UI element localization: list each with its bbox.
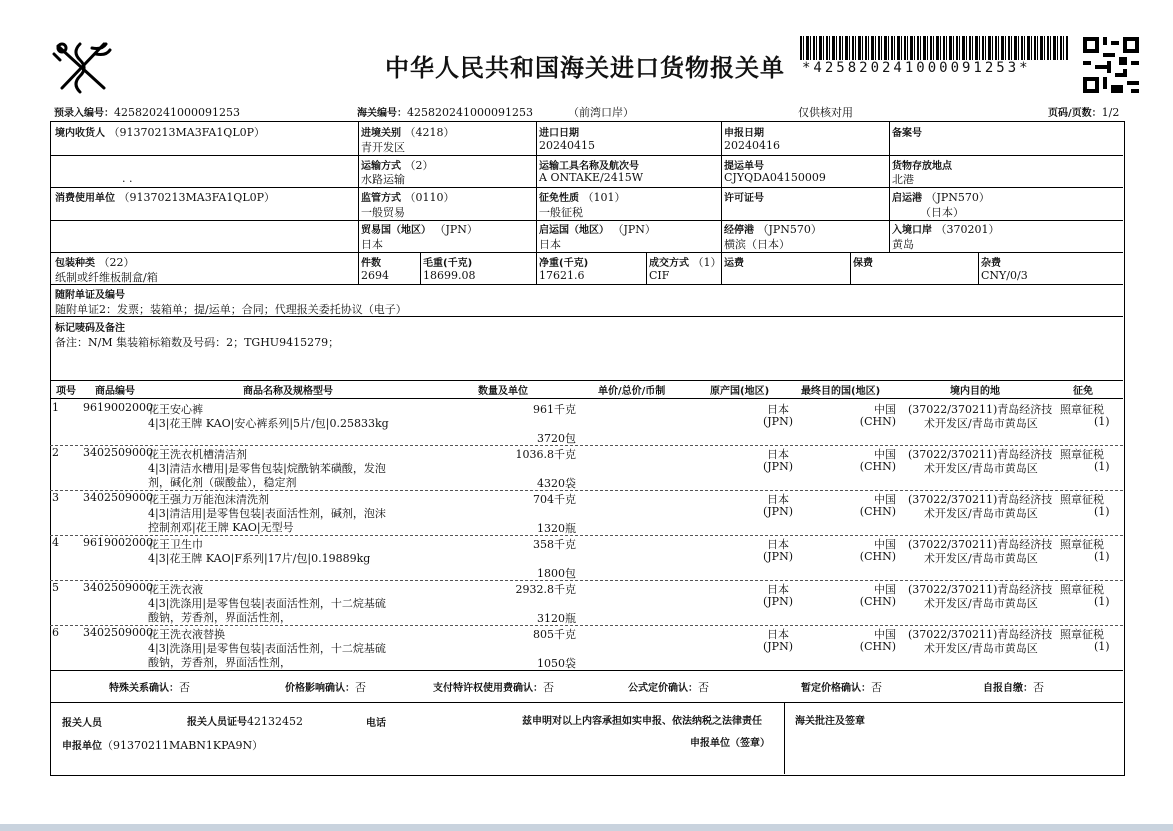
net-value: 17621.6 [539,269,585,282]
item-dest: 中国 [874,493,896,506]
transport-field: 运输方式 （2） [361,159,434,172]
item-origin: 日本 [767,448,789,461]
check-note: 仅供核对用 [798,106,853,119]
item-code: 3402509000 [83,626,153,639]
item-name: 花王卫生巾 [148,538,203,551]
entry-customs-field: 进境关别 （4218） [361,126,455,139]
divider [50,187,1123,188]
unit-seal-label: 申报单位（签章） [690,738,770,749]
item-no: 5 [52,581,59,594]
item-domestic: (37022/370211)青岛经济技 [908,538,1053,551]
docs-value: 随附单证2：发票；装箱单；提/运单；合同；代理报关委托协议（电子） [55,303,407,316]
consignee-dots: . . [122,172,133,185]
provisional-price-confirm: 暂定价格确认：否 [801,681,882,694]
col-origin: 原产国(地区) [710,386,770,397]
item-levy: 照章征税 [1060,403,1104,416]
item-qty2: 1800包 [537,567,576,580]
divider [50,284,1123,285]
misc-label: 杂费 [981,258,1001,269]
item-spec: 4|3|洗涤用|是零售包装|表面活性剂，十二烷基硫 [148,597,386,610]
barcode-text: *425820241000091253* [802,60,1031,76]
item-code: 9619002000 [83,401,153,414]
barcode [800,36,1068,60]
item-levy-code: (1) [1094,640,1110,653]
pre-entry-number: 预录入编号：425820241000091253 [54,106,240,119]
item-qty2: 1050袋 [537,657,576,670]
levy-value: 一般征税 [539,206,583,219]
deal-field: 成交方式 （1） [649,256,722,269]
gross-label: 毛重(千克) [423,258,473,269]
item-name: 花王强力万能泡沫清洗剂 [148,493,269,506]
transit-port-field: 经停港 （JPN570） [724,223,822,236]
item-code: 9619002000 [83,536,153,549]
declarant-label: 报关人员 [62,718,102,729]
storage-value: 北港 [892,173,914,186]
item-qty: 1036.8千克 [515,448,576,461]
package-field: 包装种类 （22） [55,256,135,269]
formula-price-confirm: 公式定价确认：否 [628,681,709,694]
item-name: 花王洗衣机槽清洁剂 [148,448,247,461]
entry-port-field: 入境口岸 （370201） [892,223,1000,236]
item-name: 花王洗衣液替换 [148,628,225,641]
entry-port-value: 黄岛 [892,238,914,251]
item-domestic-2: 术开发区/青岛市黄岛区 [924,552,1038,565]
item-qty: 961千克 [533,403,576,416]
item-qty2: 1320瓶 [537,522,576,535]
divider [358,252,359,284]
divider [50,702,1123,703]
item-qty: 704千克 [533,493,576,506]
item-spec: 4|3|洗涤用|是零售包装|表面活性剂，十二烷基硫 [148,642,386,655]
gross-value: 18699.08 [423,269,476,282]
port-note: （前湾口岸） [568,106,634,119]
declarant-cert: 报关人员证号42132452 [187,715,303,728]
item-domestic-2: 术开发区/青岛市黄岛区 [924,462,1038,475]
net-label: 净重(千克) [539,258,589,269]
item-levy-code: (1) [1094,550,1110,563]
item-spec-2: 控制剂邓|花王牌 KAO|无型号 [148,521,294,534]
declarant-unit: 申报单位（91370211MABN1KPA9N） [62,739,264,752]
item-origin: 日本 [767,583,789,596]
divider [978,252,979,284]
item-levy-code: (1) [1094,505,1110,518]
item-no: 4 [52,536,59,549]
item-qty: 805千克 [533,628,576,641]
trade-country-value: 日本 [361,238,383,251]
item-spec: 4|3|花王牌 KAO|F系列|17片/包|0.19889kg [148,552,371,565]
item-origin-code: (JPN) [762,595,794,608]
divider [50,670,1123,671]
customs-number: 海关编号：425820241000091253 [357,106,533,119]
item-origin: 日本 [767,628,789,641]
declare-date-value: 20240416 [724,139,780,152]
item-spec-2: 剂，碱化剂（碳酸盐），稳定剂 [148,476,297,489]
col-levy: 征免 [1073,386,1093,397]
item-origin-code: (JPN) [762,550,794,563]
item-dest-code: (CHN) [859,595,896,608]
divider [646,252,647,284]
bl-label: 提运单号 [724,161,764,172]
divider [889,121,890,252]
col-code: 商品编号 [95,386,135,397]
item-levy-code: (1) [1094,460,1110,473]
import-date-label: 进口日期 [539,128,579,139]
bl-value: CJYQDA04150009 [724,171,826,184]
declare-date-label: 申报日期 [724,128,764,139]
divider [50,398,1123,399]
item-origin-code: (JPN) [762,505,794,518]
supervision-value: 一般贸易 [361,206,405,219]
pieces-label: 件数 [361,258,381,269]
item-name: 花王洗衣液 [148,583,203,596]
item-domestic-2: 术开发区/青岛市黄岛区 [924,642,1038,655]
item-dest-code: (CHN) [859,505,896,518]
item-no: 3 [52,491,59,504]
item-no: 6 [52,626,59,639]
item-dest: 中国 [874,448,896,461]
item-domestic-2: 术开发区/青岛市黄岛区 [924,417,1038,430]
item-domestic: (37022/370211)青岛经济技 [908,628,1053,641]
item-domestic: (37022/370211)青岛经济技 [908,493,1053,506]
user-field: 消费使用单位 （91370213MA3FA1QL0P） [55,191,276,204]
customs-emblem [52,38,114,96]
item-domestic: (37022/370211)青岛经济技 [908,403,1053,416]
col-no: 项号 [56,386,76,397]
remarks-label: 标记唛码及备注 [55,323,125,334]
pieces-value: 2694 [361,269,389,282]
item-code: 3402509000 [83,446,153,459]
qr-code [1083,37,1139,93]
item-levy: 照章征税 [1060,583,1104,596]
item-domestic-2: 术开发区/青岛市黄岛区 [924,597,1038,610]
item-domestic: (37022/370211)青岛经济技 [908,448,1053,461]
self-pay-confirm: 自报自缴：否 [983,681,1044,694]
item-dest: 中国 [874,583,896,596]
origin-country-field: 启运国（地区） （JPN） [539,223,656,236]
item-name: 花王安心裤 [148,403,203,416]
misc-value: CNY/0/3 [981,269,1028,282]
item-spec: 4|3|清洁用|是零售包装|表面活性剂，碱剂，泡沫 [148,507,386,520]
levy-field: 征免性质 （101） [539,191,626,204]
item-origin-code: (JPN) [762,460,794,473]
item-dest-code: (CHN) [859,460,896,473]
remarks-value: 备注：N/M 集装箱标箱数及号码：2；TGHU9415279； [55,336,340,349]
item-qty2: 4320袋 [537,477,576,490]
supervision-field: 监管方式 （0110） [361,191,455,204]
item-levy: 照章征税 [1060,448,1104,461]
import-date-value: 20240415 [539,139,595,152]
col-qty: 数量及单位 [478,386,528,397]
freight-label: 运费 [724,258,744,269]
item-spec-2: 酸钠，芳香剂，界面活性剂， [148,611,291,624]
divider [536,121,537,284]
item-qty2: 3120瓶 [537,612,576,625]
document-title: 中华人民共和国海关进口货物报关单 [385,54,785,82]
royalty-confirm: 支付特许权使用费确认：否 [433,681,554,694]
item-levy: 照章征税 [1060,628,1104,641]
depart-port-value: （日本） [920,206,964,219]
item-dest-code: (CHN) [859,550,896,563]
item-no: 1 [52,401,59,414]
item-no: 2 [52,446,59,459]
record-no-label: 备案号 [892,128,922,139]
item-dest-code: (CHN) [859,415,896,428]
item-levy-code: (1) [1094,415,1110,428]
item-qty: 358千克 [533,538,576,551]
price-impact-confirm: 价格影响确认：否 [285,681,366,694]
item-dest-code: (CHN) [859,640,896,653]
divider [50,380,1123,381]
divider [850,252,851,284]
origin-country-value: 日本 [539,238,561,251]
item-qty: 2932.8千克 [515,583,576,596]
item-code: 3402509000 [83,491,153,504]
transport-value: 水路运输 [361,173,405,186]
item-dest: 中国 [874,538,896,551]
item-origin: 日本 [767,403,789,416]
col-domestic: 境内目的地 [950,386,1000,397]
item-origin: 日本 [767,493,789,506]
trade-country-field: 贸易国（地区） （JPN） [361,223,478,236]
depart-port-field: 启运港 （JPN570） [892,191,990,204]
item-domestic-2: 术开发区/青岛市黄岛区 [924,507,1038,520]
docs-label: 随附单证及编号 [55,290,125,301]
divider [50,252,1123,253]
item-dest: 中国 [874,628,896,641]
deal-value: CIF [649,269,670,282]
item-code: 3402509000 [83,581,153,594]
license-label: 许可证号 [724,193,764,204]
divider [358,121,359,252]
insurance-label: 保费 [853,258,873,269]
storage-label: 货物存放地点 [892,161,952,172]
liability-statement: 兹申明对以上内容承担如实申报、依法纳税之法律责任 [522,716,762,727]
item-origin-code: (JPN) [762,415,794,428]
consignee-field: 境内收货人 （91370213MA3FA1QL0P） [55,126,266,139]
divider [420,252,421,284]
phone-label: 电话 [366,718,386,729]
item-levy: 照章征税 [1060,493,1104,506]
page-indicator: 页码/页数：1/2 [1048,106,1120,119]
transit-port-value: 横滨（日本） [724,238,790,251]
item-origin-code: (JPN) [762,640,794,653]
item-spec: 4|3|花王牌 KAO|安心裤系列|5片/包|0.25833kg [148,417,389,430]
entry-customs-value: 青开发区 [361,141,405,154]
vessel-value: A ONTAKE/2415W [539,171,644,184]
item-domestic: (37022/370211)青岛经济技 [908,583,1053,596]
customs-sign-label: 海关批注及签章 [795,716,865,727]
item-levy-code: (1) [1094,595,1110,608]
col-name: 商品名称及规格型号 [243,386,333,397]
item-origin: 日本 [767,538,789,551]
viewer-bottom-bar [0,824,1173,831]
divider [50,155,1123,156]
col-price: 单价/总价/币制 [598,386,666,397]
item-qty2: 3720包 [537,432,576,445]
item-dest: 中国 [874,403,896,416]
vessel-label: 运输工具名称及航次号 [539,161,639,172]
col-dest: 最终目的国(地区) [801,386,881,397]
item-spec: 4|3|清洁水槽用|是零售包装|烷酰钠苯磺酸，发泡 [148,462,386,475]
package-value: 纸制或纤维板制盒/箱 [55,271,158,284]
special-relation-confirm: 特殊关系确认：否 [109,681,190,694]
divider [784,702,785,774]
item-spec-2: 酸钠，芳香剂，界面活性剂， [148,656,291,669]
item-levy: 照章征税 [1060,538,1104,551]
